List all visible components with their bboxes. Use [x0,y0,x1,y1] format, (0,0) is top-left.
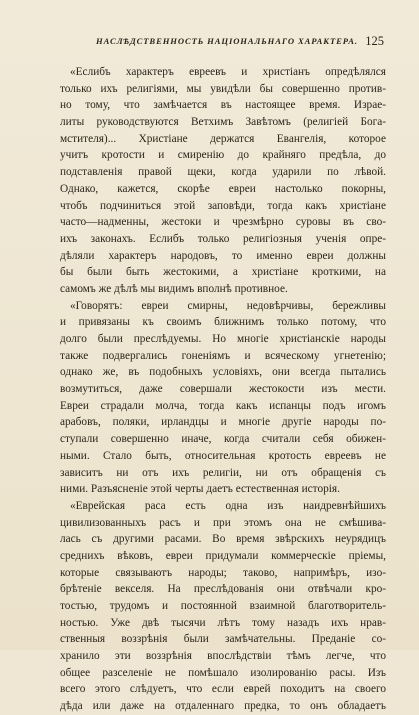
text-line: среднихъ вѣковъ, евреи придумали коммерческіе пріемы, [60,549,386,562]
body-text [60,64,386,715]
text-line: ступали совершенно иначе, когда считали себя обижен- [60,433,386,446]
text-line: дѣда или даже на отдаленнаго предка, то онъ обладаетъ [60,700,386,713]
text-line: брѣтеніе векселя. На преслѣдованія они отвѣчали кро- [60,583,386,596]
text-line: самомъ же дѣлѣ мы видимъ вполнѣ противное. [60,282,288,295]
text-line: подставленія правой щеки, когда ударили по лѣвой. [60,166,386,179]
text-line: возмутиться, даже совершали жестокости изъ мести. [60,383,386,396]
text-line: цивилизованныхъ расъ и при этомъ она не смѣшива- [60,516,386,529]
text-line: Однако, кажется, скорѣе евреи настолько покорны, [60,182,386,195]
text-line: также подвергались гоненіямъ и всяческому угнетенію; [60,349,386,362]
text-line: долго были преслѣдуемы. Но многіе христіанскіе народы [60,333,386,345]
text-line: «Говорятъ: евреи смирны, недовѣрчивы, бережливы [70,299,386,312]
text-line: чтобъ подчиниться этой заповѣди, тогда какъ христіане [60,199,386,212]
text-line: но тому, что замѣчается въ настоящее время. Израе- [60,99,386,112]
text-line: которые связываютъ народы; таково, напримѣръ, изо- [60,566,386,579]
text-line: литы руководствуются Ветхимъ Завѣтомъ (религіей Бога- [60,116,386,129]
running-head: НАСЛѢДСТВЕННОСТЬ НАЦІОНАЛЬНАГО ХАРАКТЕРА. [96,36,358,46]
text-line: зависитъ ни отъ ихъ религіи, ни отъ обращенія съ [60,466,386,479]
text-line: тостью, трудомъ и постоянной взаимной благотворитель- [60,600,386,612]
text-line: и привязаны къ своимъ ближнимъ только потому, что [60,316,386,329]
text-line: только ихъ религіями, мы увидѣли бы совершенно против- [60,82,386,95]
text-line: ственныя воззрѣнія были замѣчательны. Преданіе со- [60,633,386,646]
text-line: ними. Разъясненіе этой черты даетъ естественная исторія. [60,483,340,496]
text-line: дѣляли характеръ народовъ, то именно евреи должны [60,249,386,262]
text-line: арабовъ, поляки, ирландцы и многіе другіе народы по- [60,416,386,429]
text-line: мстителя)... Христіане держатся Евангелія, которое [60,132,386,145]
text-line: ихъ законахъ. Еслибъ только религіозныя ученія опре- [60,232,386,245]
text-line: ными. Стало быть, относительная кротость евреевъ не [60,449,386,462]
text-line: ностью. Уже двѣ тысячи лѣтъ тому назадъ ихъ нрав- [60,616,386,629]
text-line: хранило эти воззрѣнія впослѣдствіи тѣмъ легче, что [60,650,386,663]
text-line: бы были быть жестокими, а христіане кроткими, на [60,266,386,279]
page-number: 125 [365,34,384,48]
text-line: Евреи страдали молча, тогда какъ испанцы подъ игомъ [60,399,386,412]
text-line: общее разселеніе не помѣшало изолированію расы. Изъ [60,666,386,679]
text-line: всего этого слѣдуетъ, что если еврей походитъ на своего [60,683,386,696]
text-line: лась съ другими расами. Во время звѣрскихъ неурядицъ [60,533,386,546]
page-header [64,34,384,50]
text-line: однако же, въ подобныхъ условіяхъ, они всегда пытались [60,366,386,379]
text-line: часто—надменны, жестоки и чрезмѣрно суровы въ сво- [60,216,386,229]
text-line: «Еслибъ характеръ евреевъ и христіанъ опредѣлялся [70,66,386,78]
text-line: «Еврейская раса есть одна изъ наидревнѣйшихъ [70,499,386,512]
text-line: учитъ кротости и смиренію до крайняго предѣла, до [60,149,386,162]
